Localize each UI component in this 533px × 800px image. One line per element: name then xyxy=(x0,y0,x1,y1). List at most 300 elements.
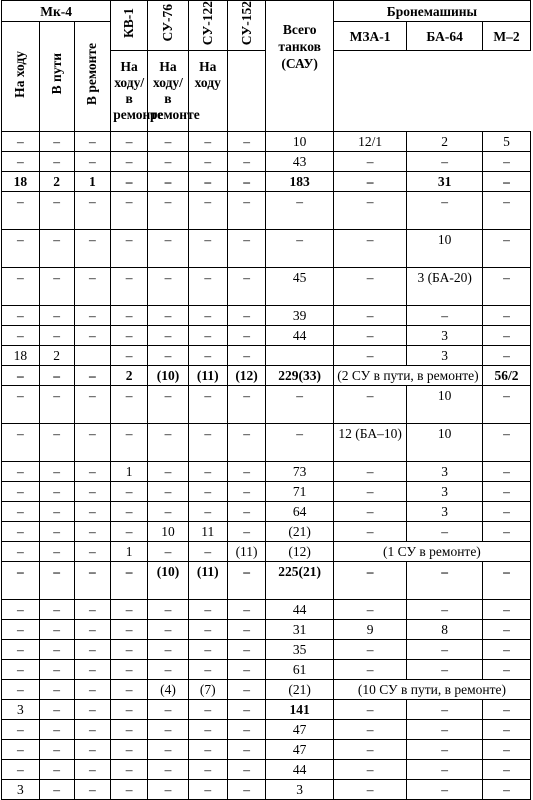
table-row xyxy=(2,542,531,562)
table-cell: 3 xyxy=(407,482,483,502)
table-cell: – xyxy=(111,660,148,680)
table-cell: – xyxy=(2,680,40,700)
header-ba64: БА-64 xyxy=(407,22,483,51)
table-cell: – xyxy=(188,230,227,268)
table-cell: – xyxy=(482,620,530,640)
table-cell: – xyxy=(188,482,227,502)
table-cell: – xyxy=(2,152,40,172)
table-cell: – xyxy=(111,780,148,800)
table-row xyxy=(2,172,531,192)
table-cell: – xyxy=(111,502,148,522)
table-cell: – xyxy=(39,152,74,172)
table-cell: – xyxy=(188,386,227,424)
table-cell: – xyxy=(407,600,483,620)
table-cell: – xyxy=(482,306,530,326)
table-cell: – xyxy=(333,230,407,268)
table-cell: – xyxy=(74,192,111,230)
table-cell: – xyxy=(227,740,266,760)
table-cell: – xyxy=(2,640,40,660)
table-cell: – xyxy=(333,306,407,326)
table-cell: – xyxy=(227,640,266,660)
table-cell: – xyxy=(148,152,189,172)
table-cell: – xyxy=(227,760,266,780)
table-cell: – xyxy=(227,192,266,230)
table-cell: – xyxy=(2,132,40,152)
table-cell: – xyxy=(266,230,333,268)
table-cell: – xyxy=(2,192,40,230)
table-cell: 1 xyxy=(74,172,111,192)
table-note-cell: (10 СУ в пути, в ремонте) xyxy=(333,680,530,700)
table-cell: – xyxy=(227,306,266,326)
table-cell: – xyxy=(482,192,530,230)
table-cell: – xyxy=(407,700,483,720)
table-cell: – xyxy=(482,386,530,424)
table-cell: – xyxy=(74,780,111,800)
table-cell: – xyxy=(407,640,483,660)
table-row xyxy=(2,620,531,640)
table-cell: – xyxy=(482,720,530,740)
header-na-hodu: На ходу xyxy=(2,22,40,132)
table-cell: – xyxy=(333,522,407,542)
table-cell: – xyxy=(482,424,530,462)
table-cell: – xyxy=(74,268,111,306)
table-cell: – xyxy=(74,562,111,600)
table-cell: – xyxy=(39,462,74,482)
table-cell: – xyxy=(188,462,227,482)
header-mza1: МЗА-1 xyxy=(333,22,407,51)
table-cell: – xyxy=(333,386,407,424)
table-cell: – xyxy=(227,346,266,366)
header-bronemashiny: Бронемашины xyxy=(333,1,530,22)
table-cell: – xyxy=(482,600,530,620)
table-cell: (21) xyxy=(266,522,333,542)
table-cell: – xyxy=(148,424,189,462)
table-cell: – xyxy=(188,780,227,800)
table-body xyxy=(2,132,531,800)
table-cell: – xyxy=(482,700,530,720)
table-cell: – xyxy=(482,780,530,800)
table-cell: – xyxy=(227,424,266,462)
table-cell: – xyxy=(188,600,227,620)
table-cell: – xyxy=(407,720,483,740)
table-cell: – xyxy=(333,482,407,502)
table-cell: – xyxy=(188,326,227,346)
table-cell: – xyxy=(407,740,483,760)
table-row xyxy=(2,424,531,462)
table-cell: – xyxy=(39,482,74,502)
table-cell: – xyxy=(227,386,266,424)
table-cell: – xyxy=(148,346,189,366)
table-row xyxy=(2,760,531,780)
header-vsego: Всего танков (САУ) xyxy=(266,1,333,132)
table-cell: – xyxy=(333,640,407,660)
table-cell: – xyxy=(227,482,266,502)
table-cell: – xyxy=(482,760,530,780)
table-cell: – xyxy=(39,230,74,268)
table-cell: – xyxy=(333,660,407,680)
table-cell: – xyxy=(148,760,189,780)
table-cell: – xyxy=(2,326,40,346)
armor-table xyxy=(1,0,531,800)
table-cell: – xyxy=(227,522,266,542)
table-row xyxy=(2,640,531,660)
table-cell: – xyxy=(111,482,148,502)
table-row xyxy=(2,600,531,620)
table-cell: – xyxy=(407,760,483,780)
table-cell: – xyxy=(74,720,111,740)
table-cell: – xyxy=(148,386,189,424)
table-cell: (12) xyxy=(266,542,333,562)
table-row xyxy=(2,346,531,366)
table-cell: – xyxy=(333,462,407,482)
table-cell: – xyxy=(111,192,148,230)
table-header xyxy=(2,1,531,132)
table-cell: – xyxy=(74,660,111,680)
table-cell: – xyxy=(39,700,74,720)
table-cell: (7) xyxy=(188,680,227,700)
table-cell: – xyxy=(188,700,227,720)
table-cell: – xyxy=(74,132,111,152)
table-row xyxy=(2,720,531,740)
table-cell: 1 xyxy=(111,542,148,562)
table-cell: – xyxy=(227,660,266,680)
table-cell: 11 xyxy=(188,522,227,542)
table-cell: – xyxy=(333,700,407,720)
table-cell: – xyxy=(39,132,74,152)
table-cell: – xyxy=(111,326,148,346)
table-cell: – xyxy=(2,366,40,386)
table-cell: – xyxy=(227,780,266,800)
table-cell: – xyxy=(111,346,148,366)
table-cell: – xyxy=(39,660,74,680)
table-cell: 5 xyxy=(482,132,530,152)
table-cell: – xyxy=(407,152,483,172)
table-cell: – xyxy=(407,192,483,230)
table-cell: – xyxy=(482,740,530,760)
table-row xyxy=(2,562,531,600)
table-cell: – xyxy=(148,660,189,680)
table-cell: 1 xyxy=(111,462,148,482)
table-cell: – xyxy=(266,386,333,424)
table-row xyxy=(2,780,531,800)
table-cell: – xyxy=(148,482,189,502)
table-cell: – xyxy=(74,680,111,700)
table-cell: – xyxy=(148,326,189,346)
table-cell: – xyxy=(188,542,227,562)
table-cell: – xyxy=(227,326,266,346)
table-cell: 43 xyxy=(266,152,333,172)
table-row xyxy=(2,680,531,700)
table-cell: 3 xyxy=(407,346,483,366)
table-row xyxy=(2,132,531,152)
table-cell: 2 xyxy=(39,172,74,192)
table-cell: – xyxy=(74,502,111,522)
table-cell: – xyxy=(333,192,407,230)
table-cell: – xyxy=(74,522,111,542)
table-cell: – xyxy=(188,268,227,306)
table-cell: – xyxy=(188,424,227,462)
table-cell: – xyxy=(333,780,407,800)
table-cell: – xyxy=(188,660,227,680)
table-cell: – xyxy=(148,192,189,230)
table-note-cell: (1 СУ в ремонте) xyxy=(333,542,530,562)
table-cell: – xyxy=(2,740,40,760)
table-row xyxy=(2,386,531,424)
table-cell: – xyxy=(39,620,74,640)
table-cell: (11) xyxy=(188,562,227,600)
table-cell: – xyxy=(74,740,111,760)
table-cell: 2 xyxy=(407,132,483,152)
table-cell: – xyxy=(482,268,530,306)
table-cell: 8 xyxy=(407,620,483,640)
table-cell: (11) xyxy=(227,542,266,562)
table-cell: – xyxy=(111,700,148,720)
table-cell: – xyxy=(39,680,74,700)
table-cell: – xyxy=(227,152,266,172)
table-cell: 10 xyxy=(407,386,483,424)
table-cell: – xyxy=(407,660,483,680)
table-cell: 64 xyxy=(266,502,333,522)
table-row xyxy=(2,462,531,482)
table-cell: – xyxy=(2,600,40,620)
table-cell: 44 xyxy=(266,600,333,620)
table-cell: 10 xyxy=(407,424,483,462)
table-cell: – xyxy=(482,346,530,366)
table-cell: (10) xyxy=(148,366,189,386)
table-cell: – xyxy=(148,640,189,660)
table-cell: – xyxy=(188,172,227,192)
header-kv1: КВ-1 xyxy=(111,1,148,51)
table-cell: – xyxy=(74,306,111,326)
table-cell: – xyxy=(148,132,189,152)
table-cell: 229(33) xyxy=(266,366,333,386)
table-cell: 3 xyxy=(407,502,483,522)
table-row xyxy=(2,740,531,760)
table-cell: 44 xyxy=(266,326,333,346)
table-cell: – xyxy=(2,760,40,780)
table-cell: – xyxy=(39,366,74,386)
table-cell: – xyxy=(188,640,227,660)
table-cell: 18 xyxy=(2,172,40,192)
table-cell: – xyxy=(2,660,40,680)
table-cell: – xyxy=(148,542,189,562)
table-cell: – xyxy=(74,230,111,268)
table-cell: – xyxy=(482,660,530,680)
table-cell: 35 xyxy=(266,640,333,660)
table-cell: – xyxy=(2,522,40,542)
table-cell: – xyxy=(407,522,483,542)
table-cell: – xyxy=(111,306,148,326)
table-cell: 225(21) xyxy=(266,562,333,600)
table-cell: – xyxy=(227,172,266,192)
table-cell: 3 xyxy=(266,780,333,800)
table-cell: – xyxy=(39,502,74,522)
table-cell: – xyxy=(39,192,74,230)
table-cell: – xyxy=(74,366,111,386)
table-cell: – xyxy=(333,502,407,522)
table-cell: – xyxy=(74,542,111,562)
table-row xyxy=(2,306,531,326)
table-cell: – xyxy=(482,562,530,600)
table-cell: – xyxy=(266,424,333,462)
table-cell: 10 xyxy=(407,230,483,268)
table-row xyxy=(2,192,531,230)
table-cell: – xyxy=(74,462,111,482)
table-cell: 141 xyxy=(266,700,333,720)
table-cell: (11) xyxy=(188,366,227,386)
table-cell: – xyxy=(333,740,407,760)
table-cell: 10 xyxy=(148,522,189,542)
table-cell: – xyxy=(39,306,74,326)
table-cell: – xyxy=(148,740,189,760)
table-cell: – xyxy=(39,522,74,542)
table-cell: – xyxy=(2,424,40,462)
header-v-remonte: В ремонте xyxy=(74,22,111,132)
header-su76: СУ-76 xyxy=(148,1,189,51)
table-cell: – xyxy=(39,760,74,780)
table-cell: – xyxy=(407,562,483,600)
table-cell: – xyxy=(74,640,111,660)
table-row xyxy=(2,482,531,502)
table-cell: – xyxy=(188,192,227,230)
table-cell: – xyxy=(482,230,530,268)
table-cell: 31 xyxy=(407,172,483,192)
table-cell: – xyxy=(482,640,530,660)
table-cell: – xyxy=(333,346,407,366)
table-cell: – xyxy=(148,620,189,640)
table-cell: (12) xyxy=(227,366,266,386)
table-cell: 10 xyxy=(266,132,333,152)
table-cell: – xyxy=(111,132,148,152)
table-row xyxy=(2,660,531,680)
table-note-cell: (2 СУ в пути, в ремонте) xyxy=(333,366,482,386)
table-cell: (10) xyxy=(148,562,189,600)
table-cell: – xyxy=(111,680,148,700)
table-cell: – xyxy=(2,386,40,424)
table-row xyxy=(2,230,531,268)
table-cell: – xyxy=(333,760,407,780)
table-row xyxy=(2,522,531,542)
table-cell: – xyxy=(111,268,148,306)
table-row xyxy=(2,152,531,172)
table-cell: 61 xyxy=(266,660,333,680)
table-cell: – xyxy=(188,306,227,326)
table-cell: – xyxy=(39,640,74,660)
table-row xyxy=(2,326,531,346)
header-v-puti: В пути xyxy=(39,22,74,132)
table-cell: 18 xyxy=(2,346,40,366)
table-cell xyxy=(74,346,111,366)
table-cell: – xyxy=(111,152,148,172)
table-cell: – xyxy=(111,620,148,640)
table-cell: – xyxy=(2,230,40,268)
header-mk4: Мк-4 xyxy=(2,1,111,22)
table-cell: – xyxy=(39,424,74,462)
table-cell: 3 (БА-20) xyxy=(407,268,483,306)
table-cell: 47 xyxy=(266,720,333,740)
table-cell: – xyxy=(111,640,148,660)
table-cell: – xyxy=(74,600,111,620)
table-cell: – xyxy=(227,680,266,700)
table-cell: – xyxy=(482,462,530,482)
table-cell: – xyxy=(482,172,530,192)
table-cell: – xyxy=(39,268,74,306)
table-cell: 31 xyxy=(266,620,333,640)
table-cell: – xyxy=(227,132,266,152)
table-cell: 3 xyxy=(407,326,483,346)
table-cell: – xyxy=(2,462,40,482)
table-cell: – xyxy=(111,760,148,780)
table-cell: – xyxy=(111,230,148,268)
table-cell: – xyxy=(2,562,40,600)
table-cell: – xyxy=(148,172,189,192)
table-cell: – xyxy=(227,600,266,620)
table-cell: – xyxy=(74,700,111,720)
table-cell: – xyxy=(2,306,40,326)
table-cell: – xyxy=(74,326,111,346)
table-cell: 3 xyxy=(407,462,483,482)
table-cell: – xyxy=(2,720,40,740)
table-cell: – xyxy=(2,268,40,306)
table-cell: – xyxy=(227,268,266,306)
table-cell: – xyxy=(333,326,407,346)
table-cell: – xyxy=(188,346,227,366)
table-cell: 3 xyxy=(2,780,40,800)
table-cell: 45 xyxy=(266,268,333,306)
table-cell: 3 xyxy=(2,700,40,720)
table-cell: 183 xyxy=(266,172,333,192)
table-cell: – xyxy=(482,326,530,346)
table-cell: – xyxy=(333,172,407,192)
table-cell: – xyxy=(39,542,74,562)
table-row xyxy=(2,700,531,720)
table-cell: – xyxy=(482,522,530,542)
table-cell: – xyxy=(2,482,40,502)
table-cell: – xyxy=(333,268,407,306)
table-cell: – xyxy=(111,522,148,542)
table-cell: – xyxy=(188,760,227,780)
table-row xyxy=(2,366,531,386)
table-cell: 44 xyxy=(266,760,333,780)
table-cell: – xyxy=(407,780,483,800)
table-cell: – xyxy=(333,152,407,172)
table-cell: 73 xyxy=(266,462,333,482)
table-cell: – xyxy=(148,600,189,620)
table-cell: – xyxy=(227,502,266,522)
table-cell: – xyxy=(482,502,530,522)
table-cell: 12 (БА–10) xyxy=(333,424,407,462)
table-cell: – xyxy=(148,700,189,720)
table-cell xyxy=(266,346,333,366)
table-cell: – xyxy=(2,620,40,640)
table-cell: – xyxy=(227,620,266,640)
table-cell: – xyxy=(148,268,189,306)
table-cell: – xyxy=(111,172,148,192)
table-cell: – xyxy=(111,740,148,760)
table-cell: – xyxy=(148,720,189,740)
table-cell: – xyxy=(39,740,74,760)
table-cell: – xyxy=(148,306,189,326)
header-su152: СУ-152 xyxy=(227,1,266,51)
table-cell: – xyxy=(227,700,266,720)
table-cell: – xyxy=(227,462,266,482)
header-sub-ba64: На ходу/ в ремонте xyxy=(148,51,189,132)
table-cell: – xyxy=(188,720,227,740)
table-cell: – xyxy=(39,780,74,800)
table-cell: – xyxy=(333,562,407,600)
table-cell: 2 xyxy=(111,366,148,386)
table-cell: – xyxy=(188,620,227,640)
